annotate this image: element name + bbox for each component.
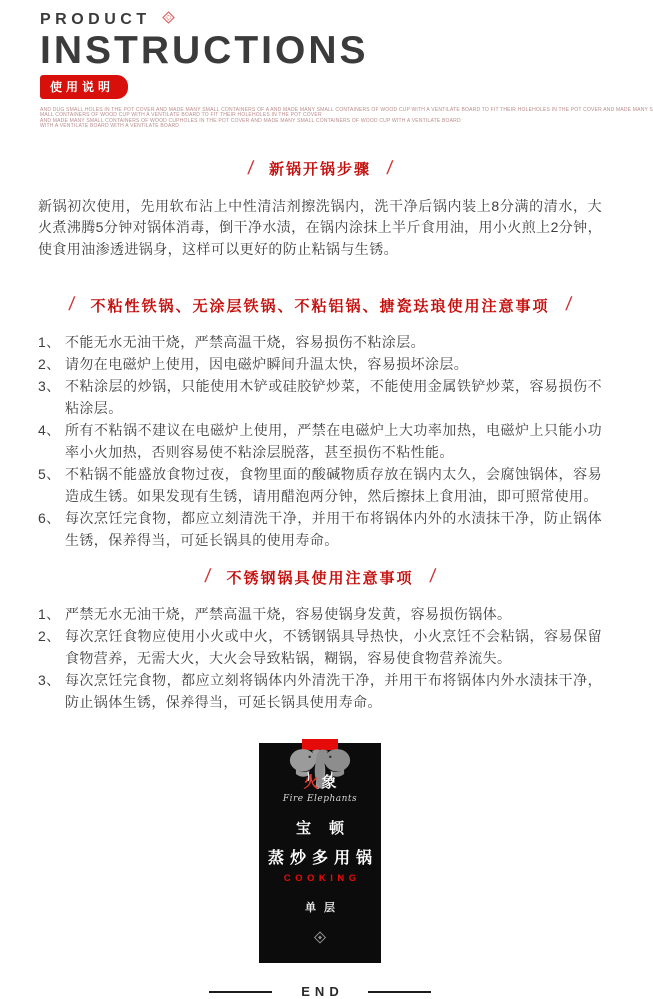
item-number: 2、	[38, 628, 61, 645]
section-title-text: 不锈钢锅具使用注意事项	[226, 569, 414, 587]
item-number: 2、	[38, 356, 61, 373]
item-number: 4、	[38, 422, 61, 439]
fineprint-line: WITH A VENTILATE BOARD WITH A VENTILATE BOARD	[40, 123, 180, 130]
item-text: 所有不粘锅不建议在电磁炉上使用，严禁在电磁炉上大功率加热，电磁炉上只能小功率小火加热，否则容易使不粘涂层脱落，甚至损伤不粘性能。	[65, 422, 602, 461]
product-series: 宝顿	[295, 820, 362, 838]
slash-decoration: /	[564, 294, 573, 316]
slash-decoration: /	[203, 566, 213, 588]
item-number: 3、	[38, 378, 61, 395]
item-text: 不粘涂层的炒锅，只能使用木铲或硅胶铲炒菜，不能使用金属铁铲炒菜，容易损伤不粘涂层。	[65, 378, 602, 417]
section-title-text: 不粘性铁锅、无涂层铁锅、不粘铝锅、搪瓷珐琅使用注意事项	[90, 297, 550, 315]
item-text: 每次烹饪完食物，都应立刻清洗干净，并用干布将锅体内外的水渍抹干净，防止锅体生锈，保养得当，可延长锅具的使用寿命。	[65, 510, 602, 549]
slash-decoration: /	[246, 157, 255, 179]
page-header	[0, 0, 653, 130]
new-pot-paragraph: 新锅初次使用，先用软布沾上中性清洁剂擦洗锅内，洗干净后锅内装上8分满的清水，大火煮沸腾5分钟对锅体消毒，倒干净水渍，在锅内涂抹上半斤食用油，用小火煎上2分钟，使食用油渗透进锅身，这样可以更好的防止粘锅与生锈。	[38, 197, 602, 257]
item-number: 1、	[38, 334, 61, 351]
slash-decoration: /	[67, 294, 77, 316]
list-item	[38, 625, 602, 669]
diamond-icon	[161, 10, 176, 30]
list-item	[38, 331, 602, 353]
brand-name-cn	[259, 771, 381, 792]
brand-char-elephant: 象	[321, 774, 340, 792]
stainless-notes-list	[38, 603, 602, 713]
section-title-new-pot	[0, 158, 640, 180]
end-divider	[0, 984, 640, 999]
list-item	[38, 463, 602, 507]
list-item	[38, 375, 602, 419]
list-item	[38, 419, 602, 463]
list-item	[38, 353, 602, 375]
item-number: 6、	[38, 510, 61, 527]
brand-label-card	[259, 743, 381, 963]
section-title-text: 新锅开锅步骤	[268, 161, 371, 179]
layer-label: 单层	[305, 902, 343, 915]
brand-name-en: Fire Elephants	[282, 794, 358, 805]
list-item	[38, 603, 602, 625]
item-number: 3、	[38, 672, 61, 689]
diamond-glyph-icon	[259, 928, 381, 952]
slash-decoration: /	[428, 566, 437, 588]
section-title-stainless	[0, 566, 640, 588]
cooking-label: COOKING	[283, 873, 361, 885]
item-text: 每次烹饪完食物，都应立刻将锅体内外清洗干净，并用干布将锅体内外水渍抹干净，防止锅体生锈，保养得当，可延长锅具使用寿命。	[65, 672, 602, 711]
list-item	[38, 507, 602, 551]
fineprint-line: AND DUG SMALL HOLES IN THE POT COVER AND MADE MANY SMALL CONTAINERS OF A AND MADE MANY SMALL CONTAINERS OF WOOD CUP WITH A VENTILATE BOARD TO FIT THEIR HOLEHOLES IN THE POT COVER AND MADE MANY S	[40, 106, 653, 113]
end-label: END	[301, 984, 344, 999]
usage-badge: 使用说明	[40, 75, 128, 99]
page-title: INSTRUCTIONS	[40, 29, 369, 72]
item-text: 严禁无水无油干烧，严禁高温干烧，容易使锅身发黄，容易损伤锅体。	[65, 606, 512, 623]
item-text: 请勿在电磁炉上使用，因电磁炉瞬间升温太快，容易损坏涂层。	[65, 356, 469, 373]
fineprint	[40, 106, 653, 130]
product-name: 蒸炒多用锅	[267, 850, 378, 868]
fineprint-line: MALL CONTAINERS OF WOOD CUP WITH A VENTILATE BOARD TO FIT THEIR HOLEHOLES IN THE POT COVER	[40, 112, 322, 119]
item-number: 1、	[38, 606, 61, 623]
item-text: 不能无水无油干烧，严禁高温干烧，容易损伤不粘涂层。	[65, 334, 425, 351]
divider-line	[368, 991, 431, 993]
item-number: 5、	[38, 466, 61, 483]
section-title-nonstick	[0, 294, 640, 316]
brand-char-fire: 火	[303, 774, 322, 792]
item-text: 每次烹饪食物应使用小火或中火，不锈钢锅具导热快，小火烹饪不会粘锅，容易保留食物营养，无需大火，大火会导致粘锅，糊锅，容易使食物营养流失。	[65, 628, 602, 667]
slash-decoration: /	[385, 157, 394, 179]
divider-line	[209, 991, 272, 993]
nonstick-notes-list	[38, 331, 602, 551]
list-item	[38, 669, 602, 713]
eyebrow-text: PRODUCT	[40, 11, 151, 28]
item-text: 不粘锅不能盛放食物过夜，食物里面的酸碱物质存放在锅内太久，会腐蚀锅体，容易造成生锈。如果发现有生锈，请用醋泡两分钟，然后擦抹上食用油，即可照常使用。	[65, 466, 602, 505]
fineprint-line: AND MADE MANY SMALL CONTAINERS OF WOOD CUPHOLES IN THE POT COVER AND MADE MANY SMALL CONTAINERS OF WOOD CUP WITH A VENTILATE BOARD	[40, 117, 461, 124]
